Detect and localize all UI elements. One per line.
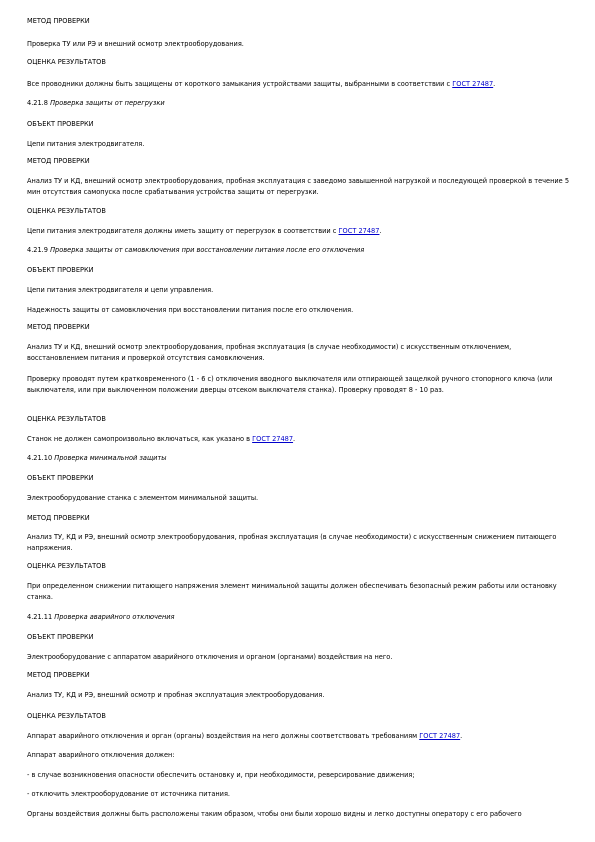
object-heading: ОБЪЕКТ ПРОВЕРКИ (27, 474, 94, 482)
section-heading: 4.21.11 Проверка аварийного отключения (27, 613, 175, 621)
results-heading: ОЦЕНКА РЕЗУЛЬТАТОВ (27, 58, 106, 66)
results-heading: ОЦЕНКА РЕЗУЛЬТАТОВ (27, 415, 106, 423)
object-heading: ОБЪЕКТ ПРОВЕРКИ (27, 120, 94, 128)
paragraph: Надежность защиты от самовключения при восстановлении питания после его отключения. (27, 306, 354, 314)
paragraph: Анализ ТУ и КД, внешний осмотр электрооборудования, пробная эксплуатация с заведомо завышенной нагрузкой и последующей проверкой в течение 5 мин отсутствия самопуска после срабатывания устройства защиты от перегрузки. (27, 177, 570, 196)
paragraph: Электрооборудование с аппаратом аварийного отключения и органом (органами) воздействия на него. (27, 653, 393, 661)
paragraph: Органы воздействия должны быть расположены таким образом, чтобы они были хорошо видны и легко доступны оператору с его рабочего (27, 810, 522, 818)
paragraph: Цепи питания электродвигателя и цепи управления. (27, 286, 214, 294)
gost-link[interactable]: ГОСТ 27487 (338, 227, 380, 235)
method-heading: МЕТОД ПРОВЕРКИ (27, 671, 90, 679)
method-heading: МЕТОД ПРОВЕРКИ (27, 514, 90, 522)
paragraph: При определенном снижении питающего напряжения элемент минимальной защиты должен обеспечивать безопасный режим работы или остановку станка. (27, 582, 557, 601)
paragraph: Станок не должен самопроизвольно включаться, как указано в ГОСТ 27487. (27, 435, 296, 443)
object-heading: ОБЪЕКТ ПРОВЕРКИ (27, 633, 94, 641)
paragraph: Аппарат аварийного отключения должен: (27, 751, 175, 759)
paragraph: Цепи питания электродвигателя. (27, 140, 145, 148)
method-heading: МЕТОД ПРОВЕРКИ (27, 157, 90, 165)
paragraph: Электрооборудование станка с элементом минимальной защиты. (27, 494, 259, 502)
results-heading: ОЦЕНКА РЕЗУЛЬТАТОВ (27, 207, 106, 215)
paragraph: Цепи питания электродвигателя должны иметь защиту от перегрузок в соответствии с ГОСТ 27487. (27, 227, 382, 235)
section-heading: 4.21.10 Проверка минимальной защиты (27, 454, 167, 462)
gost-link[interactable]: ГОСТ 27487 (419, 732, 461, 740)
method-heading: МЕТОД ПРОВЕРКИ (27, 17, 90, 25)
section-heading: 4.21.8 Проверка защиты от перегрузки (27, 99, 165, 107)
paragraph: Анализ ТУ, КД и РЭ, внешний осмотр электрооборудования, пробная эксплуатация (в случае необходимости) с искусственным снижением питающего напряжения. (27, 533, 557, 552)
paragraph: Все проводники должны быть защищены от короткого замыкания устройствами защиты, выбранными в соответствии с ГОСТ 27487. (27, 80, 496, 88)
list-item: - отключить электрооборудование от источника питания. (27, 790, 231, 798)
paragraph: Проверку проводят путем кратковременного (1 - 6 с) отключения вводного выключателя или отпирающей защелкой ручного стопорного ключа (или выключателя, или при выключенном положении дверцы отсеком выключателя станка). Проверку проводят 8 - 10 раз. (27, 375, 553, 394)
object-heading: ОБЪЕКТ ПРОВЕРКИ (27, 266, 94, 274)
list-item: - в случае возникновения опасности обеспечить остановку и, при необходимости, реверсирование движения; (27, 771, 415, 779)
paragraph: Анализ ТУ, КД и РЭ, внешний осмотр и пробная эксплуатация электрооборудования. (27, 691, 325, 699)
paragraph: Проверка ТУ или РЭ и внешний осмотр электрооборудования. (27, 40, 244, 48)
results-heading: ОЦЕНКА РЕЗУЛЬТАТОВ (27, 712, 106, 720)
gost-link[interactable]: ГОСТ 27487 (452, 80, 494, 88)
section-heading: 4.21.9 Проверка защиты от самовключения при восстановлении питания после его отключения (27, 246, 365, 254)
gost-link[interactable]: ГОСТ 27487 (252, 435, 294, 443)
paragraph: Анализ ТУ и КД, внешний осмотр электрооборудования, пробная эксплуатация (в случае необходимости) с искусственным отключением, восстановлением питания и проверкой отсутствия самовключения. (27, 343, 512, 362)
method-heading: МЕТОД ПРОВЕРКИ (27, 323, 90, 331)
paragraph: Аппарат аварийного отключения и орган (органы) воздействия на него должны соответствовать требованиям ГОСТ 27487. (27, 732, 463, 740)
results-heading: ОЦЕНКА РЕЗУЛЬТАТОВ (27, 562, 106, 570)
